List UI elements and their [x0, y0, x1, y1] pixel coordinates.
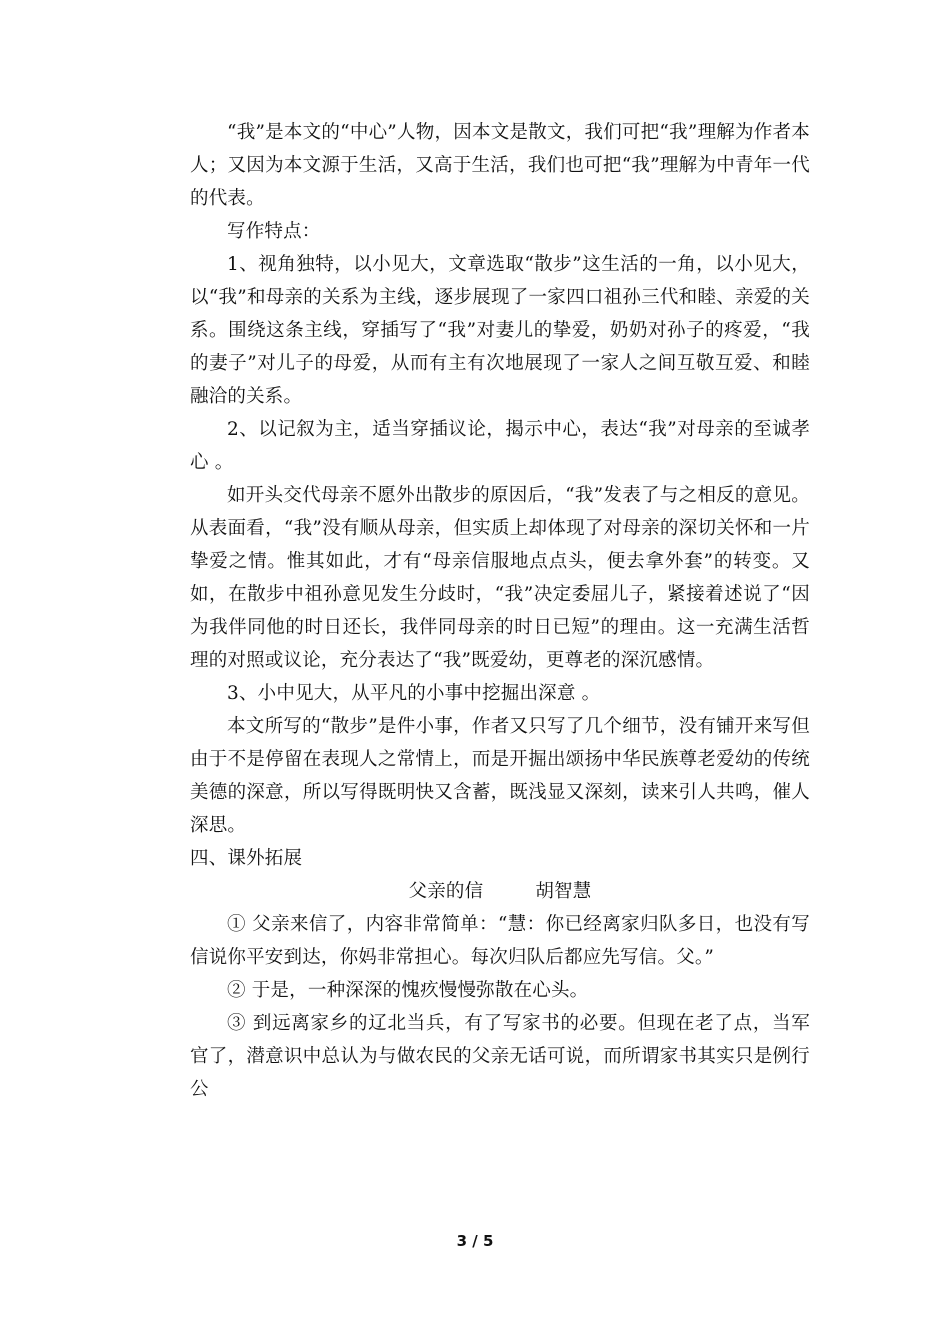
paragraph-feature-2-detail: 如开头交代母亲不愿外出散步的原因后，“我”发表了与之相反的意见。从表面看，“我”没有顺从母亲，但实质上却体现了对母亲的深切关怀和一片挚爱之情。惟其如此，才有“母亲信服地点点头，便去拿外套”的转变。又如，在散步中祖孙意见发生分歧时，“我”决定委屈儿子，紧接着述说了“因为我伴同他的时日还长，我伴同母亲的时日已短”的理由。这一充满生活哲理的对照或议论，充分表达了“我”既爱幼，更尊老的深沉感情。	[190, 485, 810, 671]
article-paragraph-3: ③ 到远离家乡的辽北当兵，有了写家书的必要。但现在老了点，当军官了，潜意识中总认为与做农民的父亲无话可说，而所谓家书其实只是例行公	[190, 1013, 810, 1100]
article-author: 胡智慧	[535, 881, 592, 902]
article-paragraph-2: ② 于是，一种深深的愧疚慢慢弥散在心头。	[227, 980, 589, 1001]
paragraph-narrator: “我”是本文的“中心”人物，因本文是散文，我们可把“我”理解为作者本人；又因为本文源于生活，又高于生活，我们也可把“我”理解为中青年一代的代表。	[190, 122, 810, 209]
paragraph-feature-3: 3、小中见大，从平凡的小事中挖掘出深意 。	[227, 683, 601, 704]
paragraph-feature-2: 2、以记叙为主，适当穿插议论，揭示中心，表达“我”对母亲的至诚孝心 。	[190, 419, 810, 473]
article-paragraph-1: ① 父亲来信了，内容非常简单：“慧：你已经离家归队多日，也没有写信说你平安到达，你妈非常担心。每次归队后都应先写信。父。”	[190, 914, 810, 968]
paragraph-feature-1: 1、视角独特，以小见大，文章选取“散步”这生活的一角，以小见大，以“我”和母亲的关系为主线，逐步展现了一家四口祖孙三代和睦、亲爱的关系。围绕这条主线，穿插写了“我”对妻儿的挚爱，奶奶对孙子的疼爱，“我的妻子”对儿子的母爱，从而有主有次地展现了一家人之间互敬互爱、和睦融洽的关系。	[190, 254, 810, 407]
page-number: 3 / 5	[456, 1232, 494, 1250]
section-heading: 四、课外拓展	[190, 848, 303, 869]
article-title-line	[190, 875, 810, 908]
document-body	[190, 116, 810, 1106]
paragraph-feature-3-detail: 本文所写的“散步”是件小事，作者又只写了几个细节，没有铺开来写但由于不是停留在表现人之常情上，而是开掘出颂扬中华民族尊老爱幼的传统美德的深意，所以写得既明快又含蓄，既浅显又深刻，读来引人共鸣，催人深思。	[190, 716, 810, 836]
article-title: 父亲的信	[408, 881, 484, 902]
paragraph-writing-features-heading: 写作特点：	[227, 221, 321, 242]
